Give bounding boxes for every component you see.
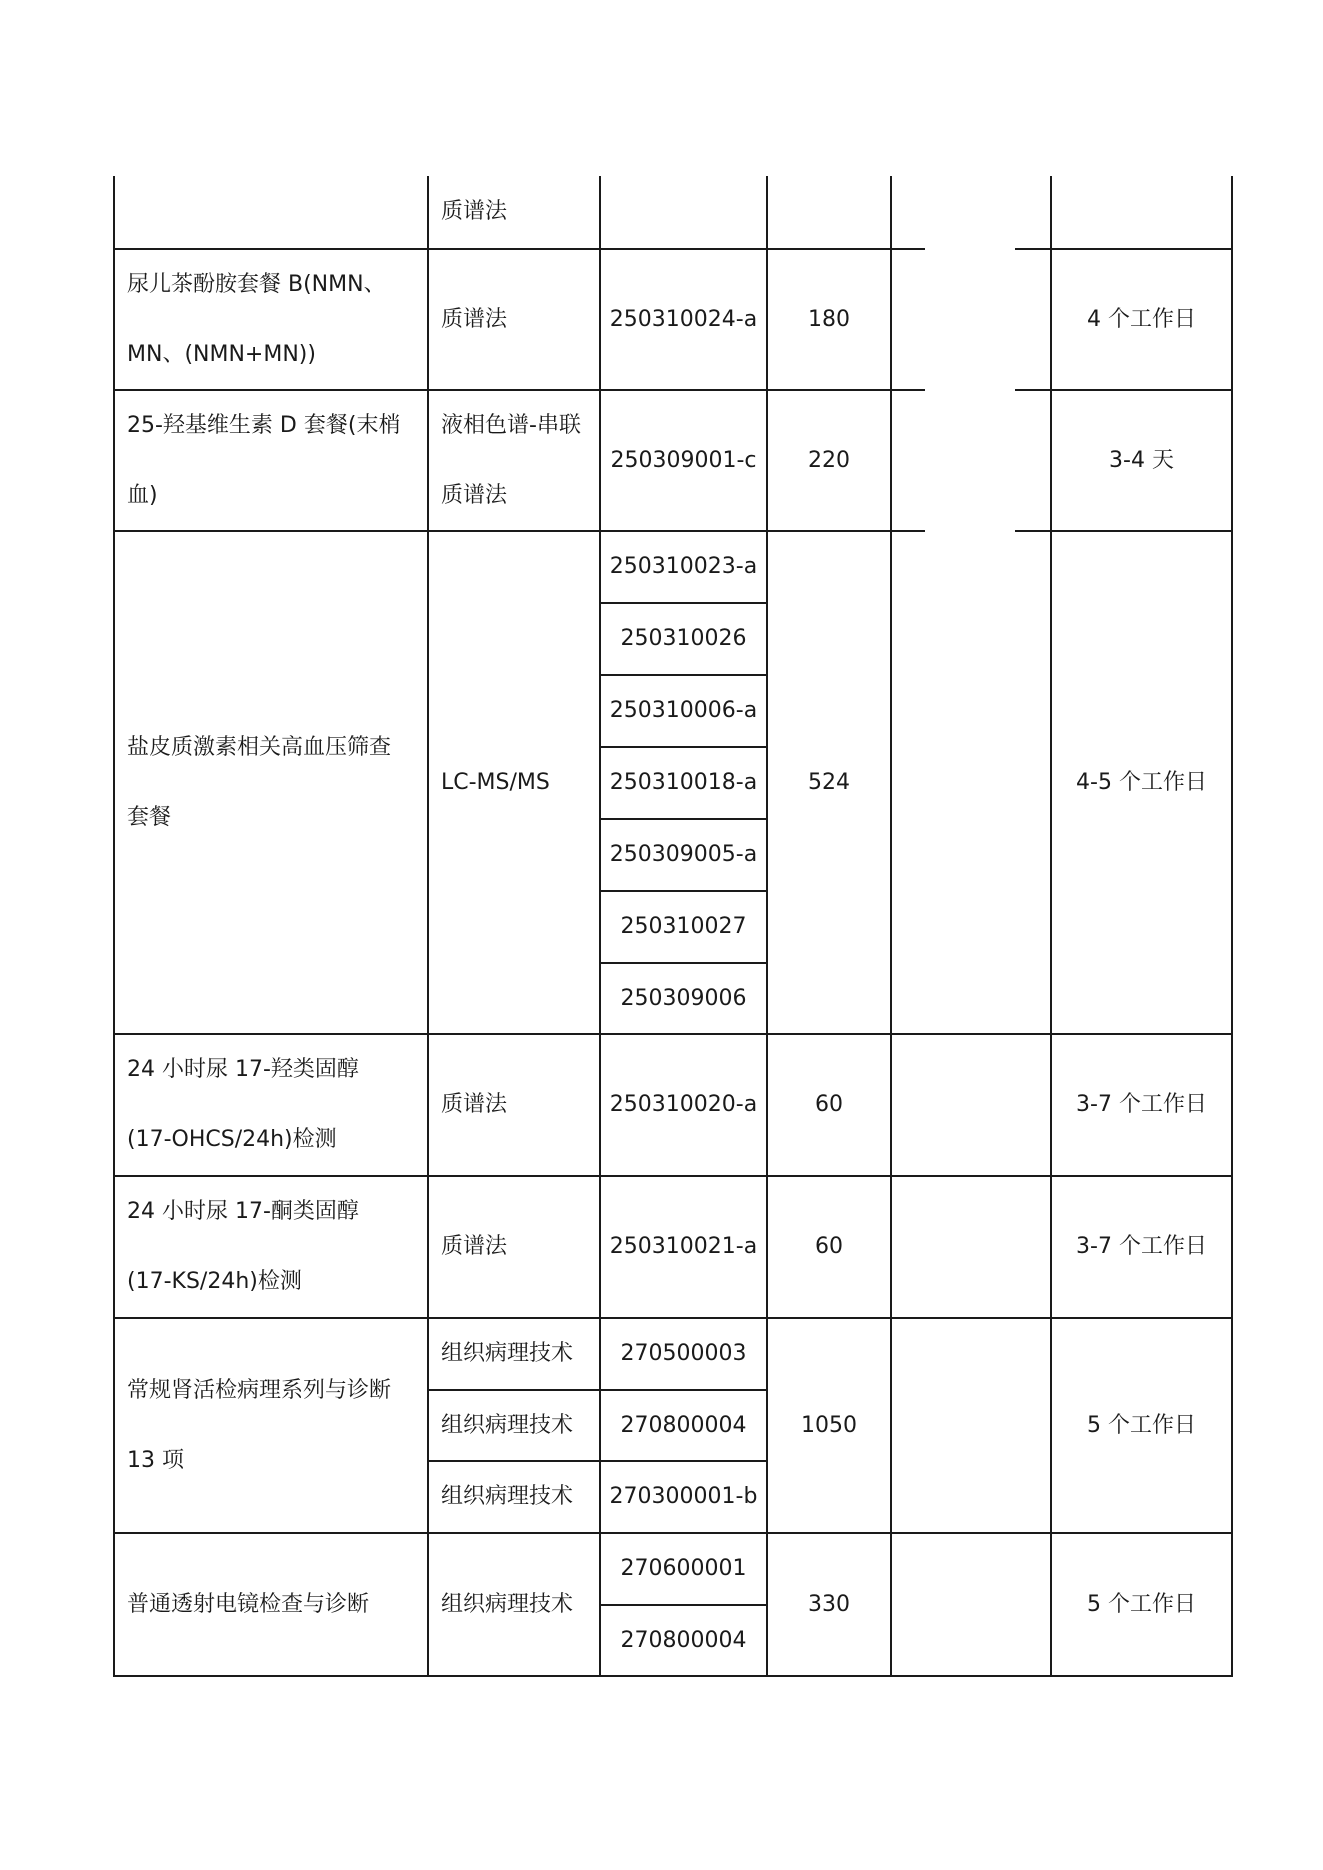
- code-cell: 270300001-b: [609, 1484, 758, 1509]
- code-cell: 270600001: [620, 1556, 747, 1581]
- method-cell: 组织病理技术: [441, 1484, 574, 1509]
- method-cell: 质谱法: [441, 1234, 508, 1259]
- method-cell: 组织病理技术: [441, 1341, 574, 1366]
- turnaround-cell: 4-5 个工作日: [1076, 769, 1207, 795]
- code-cell: 270800004: [620, 1412, 747, 1438]
- code-cell: 250310020-a: [609, 1092, 758, 1117]
- col-line-6: [1231, 176, 1233, 1677]
- item-name-cell: 常规肾活检病理系列与诊断 13 项: [127, 1377, 392, 1473]
- method-cell: 组织病理技术: [441, 1412, 574, 1438]
- col-line-4: [890, 176, 892, 1677]
- price-cell: 60: [815, 1234, 843, 1259]
- turnaround-cell: 5 个工作日: [1087, 1412, 1196, 1438]
- turnaround-cell: 4 个工作日: [1087, 306, 1196, 332]
- method-cell: 液相色谱-串联 质谱法: [441, 412, 581, 508]
- code-cell: 250309005-a: [609, 842, 758, 867]
- item-name-cell: 尿儿茶酚胺套餐 B(NMN、 MN、(NMN+MN)): [127, 271, 386, 367]
- code-cell: 270500003: [620, 1341, 747, 1366]
- method-cell: LC-MS/MS: [441, 769, 550, 795]
- item-name-cell: 25-羟基维生素 D 套餐(末梢 血): [127, 412, 401, 508]
- item-name-cell: 普通透射电镜检查与诊断: [127, 1591, 370, 1617]
- price-cell: 220: [808, 447, 850, 473]
- method-cell: 组织病理技术: [441, 1591, 574, 1617]
- price-cell: 60: [815, 1092, 843, 1117]
- method-cell: 质谱法: [441, 306, 508, 332]
- turnaround-cell: 3-7 个工作日: [1076, 1092, 1207, 1117]
- price-cell: 330: [808, 1591, 850, 1617]
- turnaround-cell: 3-7 个工作日: [1076, 1234, 1207, 1259]
- method-cell: 质谱法: [441, 199, 508, 224]
- code-cell: 250310018-a: [609, 770, 758, 795]
- item-name-cell: 盐皮质激素相关高血压筛查 套餐: [127, 734, 392, 830]
- code-cell: 250310024-a: [609, 306, 758, 332]
- item-name-cell: 24 小时尿 17-酮类固醇 (17-KS/24h)检测: [127, 1199, 359, 1294]
- code-cell: 270800004: [620, 1627, 747, 1653]
- price-cell: 524: [808, 769, 850, 795]
- turnaround-cell: 3-4 天: [1109, 447, 1174, 473]
- code-cell: 250310021-a: [609, 1234, 758, 1259]
- code-cell: 250310023-a: [609, 554, 758, 579]
- item-name-cell: 24 小时尿 17-羟类固醇 (17-OHCS/24h)检测: [127, 1057, 359, 1152]
- code-cell: 250309001-c: [610, 447, 757, 473]
- method-cell: 质谱法: [441, 1092, 508, 1117]
- code-cell: 250310026: [620, 626, 747, 651]
- code-cell: 250310006-a: [609, 698, 758, 723]
- code-cell: 250309006: [620, 985, 747, 1011]
- row-line-8: [113, 1675, 1233, 1677]
- price-cell: 1050: [801, 1412, 857, 1438]
- turnaround-cell: 5 个工作日: [1087, 1591, 1196, 1617]
- code-cell: 250310027: [620, 914, 747, 939]
- price-cell: 180: [808, 306, 850, 332]
